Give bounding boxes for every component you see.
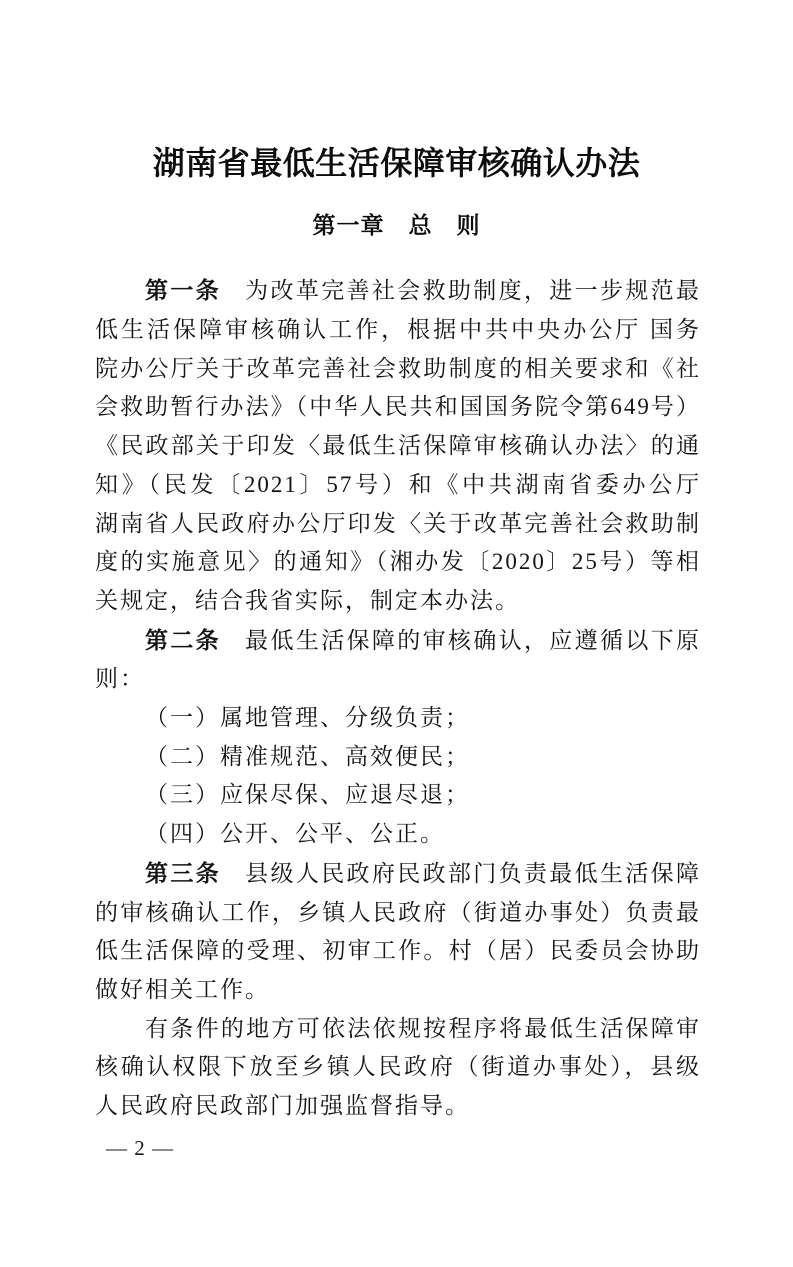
article-1-label: 第一条 — [145, 277, 222, 304]
principle-item-3 — [95, 776, 701, 815]
document-page — [0, 145, 793, 1267]
paragraph-article-2 — [95, 621, 701, 699]
chapter-heading: 第一章 总 则 — [312, 211, 481, 238]
paragraph-article-3-continuation — [95, 1010, 701, 1126]
paragraph-article-1 — [95, 271, 726, 620]
article-2-label: 第二条 — [145, 626, 222, 653]
principle-item-4 — [95, 815, 701, 854]
article-3-text: 县级人民政府民政部门负责最低生活保障的审核确认工作，乡镇人民政府（街道办事处）负责最低生活保障的受理、初审工作。村（居）民委员会协助做好相关工作。 — [95, 860, 702, 1002]
principle-item-1-text: （一）属地管理、分级负责； — [145, 705, 470, 731]
document-title: 湖南省最低生活保障审核确认办法 — [152, 145, 641, 181]
document-body — [95, 271, 726, 1125]
article-1-text: 为改革完善社会救助制度，进一步规范最低生活保障审核确认工作，根据中共中央办公厅 国务院办公厅关于改革完善社会救助制度的相关要求和《社会救助暂行办法》（中华人民共和国国务院令第649号）《民政部关于印发〈最低生活保障审核确认办法〉的通知》（民发〔2021〕57号）和《中共湖南省委办公厅 湖南省人民政府办公厅印发〈关于改革完善社会救助制度的实施意见〉的通知》（湘办发〔2020〕25号）等相关规定，结合我省实际，制定本办法。 — [95, 278, 726, 613]
principle-item-4-text: （四）公开、公平、公正。 — [145, 821, 445, 847]
principle-item-3-text: （三）应保尽保、应退尽退； — [145, 782, 470, 808]
principle-item-2-text: （二）精准规范、高效便民； — [145, 743, 470, 769]
article-2-text: 最低生活保障的审核确认，应遵循以下原则： — [95, 627, 702, 692]
article-3-continuation-text: 有条件的地方可依法依规按程序将最低生活保障审核确认权限下放至乡镇人民政府（街道办事处），县级人民政府民政部门加强监督指导。 — [95, 1015, 701, 1119]
article-3-label: 第三条 — [145, 859, 222, 886]
principle-item-2 — [95, 738, 701, 777]
paragraph-article-3 — [95, 854, 701, 1010]
principle-item-1 — [95, 699, 701, 738]
page-number: — 2 — — [106, 1135, 174, 1160]
